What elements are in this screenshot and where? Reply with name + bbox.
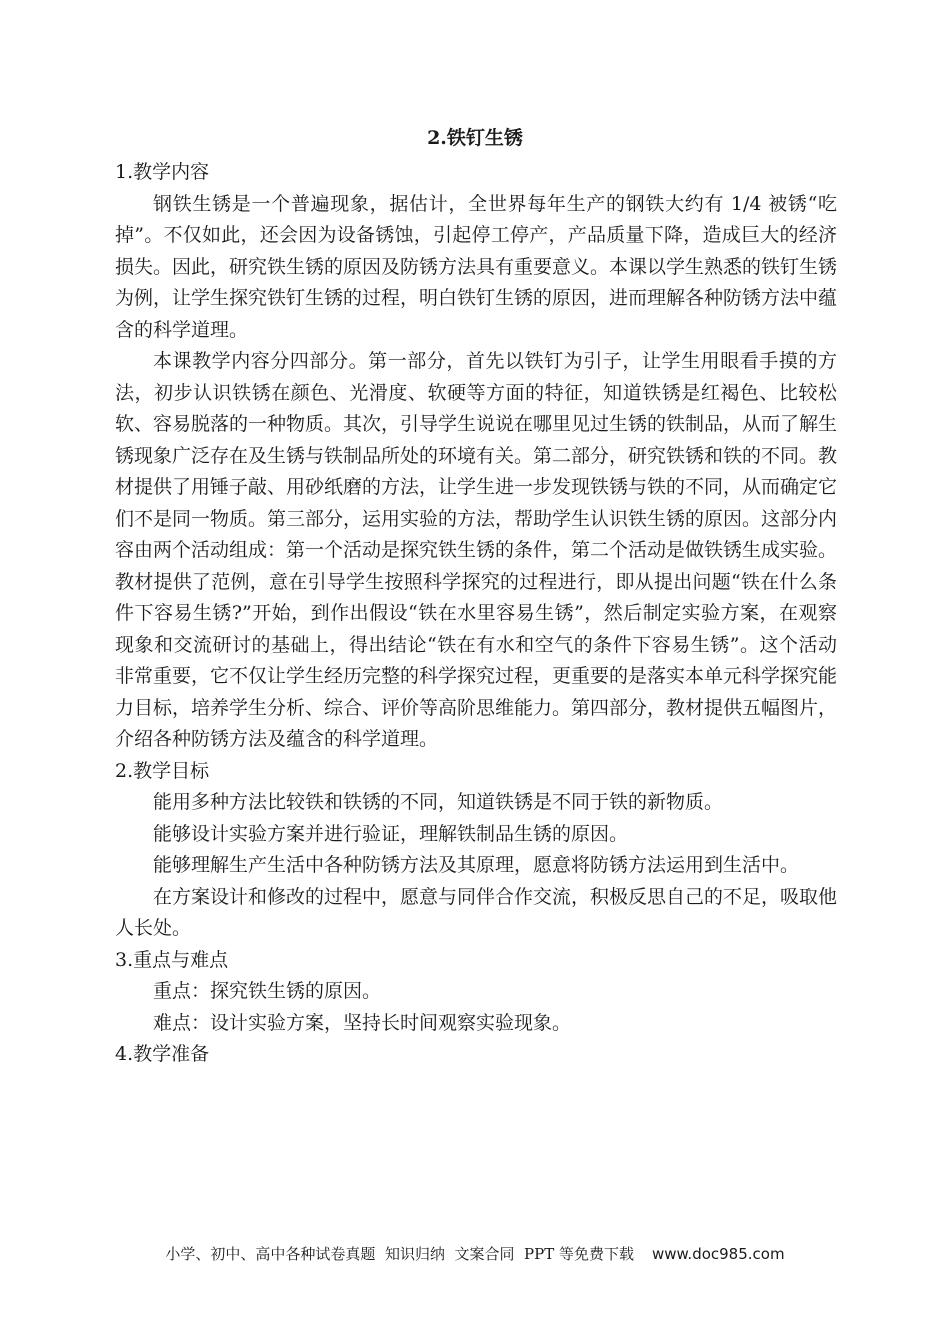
section-heading: 2.教学目标 — [115, 759, 210, 782]
footer-text: 小学、初中、高中各种试卷真题 知识归纳 文案合同 PPT 等免费下载 — [165, 1245, 634, 1263]
body-paragraph: 难点：设计实验方案，坚持长时间观察实验现象。 — [153, 1011, 572, 1034]
body-paragraph: 能够设计实验方案并进行验证，理解铁制品生锈的原因。 — [153, 822, 629, 845]
footer-url: www.doc985.com — [652, 1245, 785, 1263]
document-body — [115, 157, 837, 1071]
section-teaching-content — [115, 157, 837, 756]
body-paragraph: 钢铁生锈是一个普遍现象，据估计，全世界每年生产的钢铁大约有 1/4 被锈“吃掉”。不仅如此，还会因为设备锈蚀，引起停工停产，产品质量下降，造成巨大的经济损失。因此，研究铁生锈的原因及防锈方法具有重要意义。本课以学生熟悉的铁钉生锈为例，让学生探究铁钉生锈的过程，明白铁钉生锈的原因，进而理解各种防锈方法中蕴含的科学道理。 — [115, 192, 838, 341]
body-paragraph: 在方案设计和修改的过程中，愿意与同伴合作交流，积极反思自己的不足，吸取他人长处。 — [115, 885, 838, 939]
body-paragraph: 重点：探究铁生锈的原因。 — [153, 980, 382, 1002]
section-heading: 3.重点与难点 — [115, 948, 229, 971]
section-heading: 1.教学内容 — [115, 161, 210, 183]
page-title: 2.铁钉生锈 — [427, 127, 523, 149]
section-teaching-preparation — [115, 1039, 837, 1071]
section-heading: 4.教学准备 — [115, 1043, 210, 1065]
page-footer — [0, 1243, 950, 1265]
section-teaching-goals — [115, 756, 837, 945]
body-paragraph: 能用多种方法比较铁和铁锈的不同，知道铁锈是不同于铁的新物质。 — [153, 791, 724, 813]
section-key-points — [115, 945, 837, 1040]
body-paragraph: 能够理解生产生活中各种防锈方法及其原理，愿意将防锈方法运用到生活中。 — [153, 854, 800, 876]
body-paragraph: 本课教学内容分四部分。第一部分，首先以铁钉为引子，让学生用眼看手摸的方法，初步认识铁锈在颜色、光滑度、软硬等方面的特征，知道铁锈是红褐色、比较松软、容易脱落的一种物质。其次，引导学生说说在哪里见过生锈的铁制品，从而了解生锈现象广泛存在及生锈与铁制品所处的环境有关。第二部分，研究铁锈和铁的不同。教材提供了用锤子敲、用砂纸磨的方法，让学生进一步发现铁锈与铁的不同，从而确定它们不是同一物质。第三部分，运用实验的方法，帮助学生认识铁生锈的原因。这部分内容由两个活动组成：第一个活动是探究铁生锈的条件，第二个活动是做铁锈生成实验。教材提供了范例，意在引导学生按照科学探究的过程进行，即从提出问题“铁在什么条件下容易生锈?”开始，到作出假设“铁在水里容易生锈”，然后制定实验方案，在观察现象和交流研讨的基础上，得出结论“铁在有水和空气的条件下容易生锈”。这个活动非常重要，它不仅让学生经历完整的科学探究过程，更重要的是落实本单元科学探究能力目标，培养学生分析、综合、评价等高阶思维能力。第四部分，教材提供五幅图片，介绍各种防锈方法及蕴含的科学道理。 — [115, 350, 838, 750]
